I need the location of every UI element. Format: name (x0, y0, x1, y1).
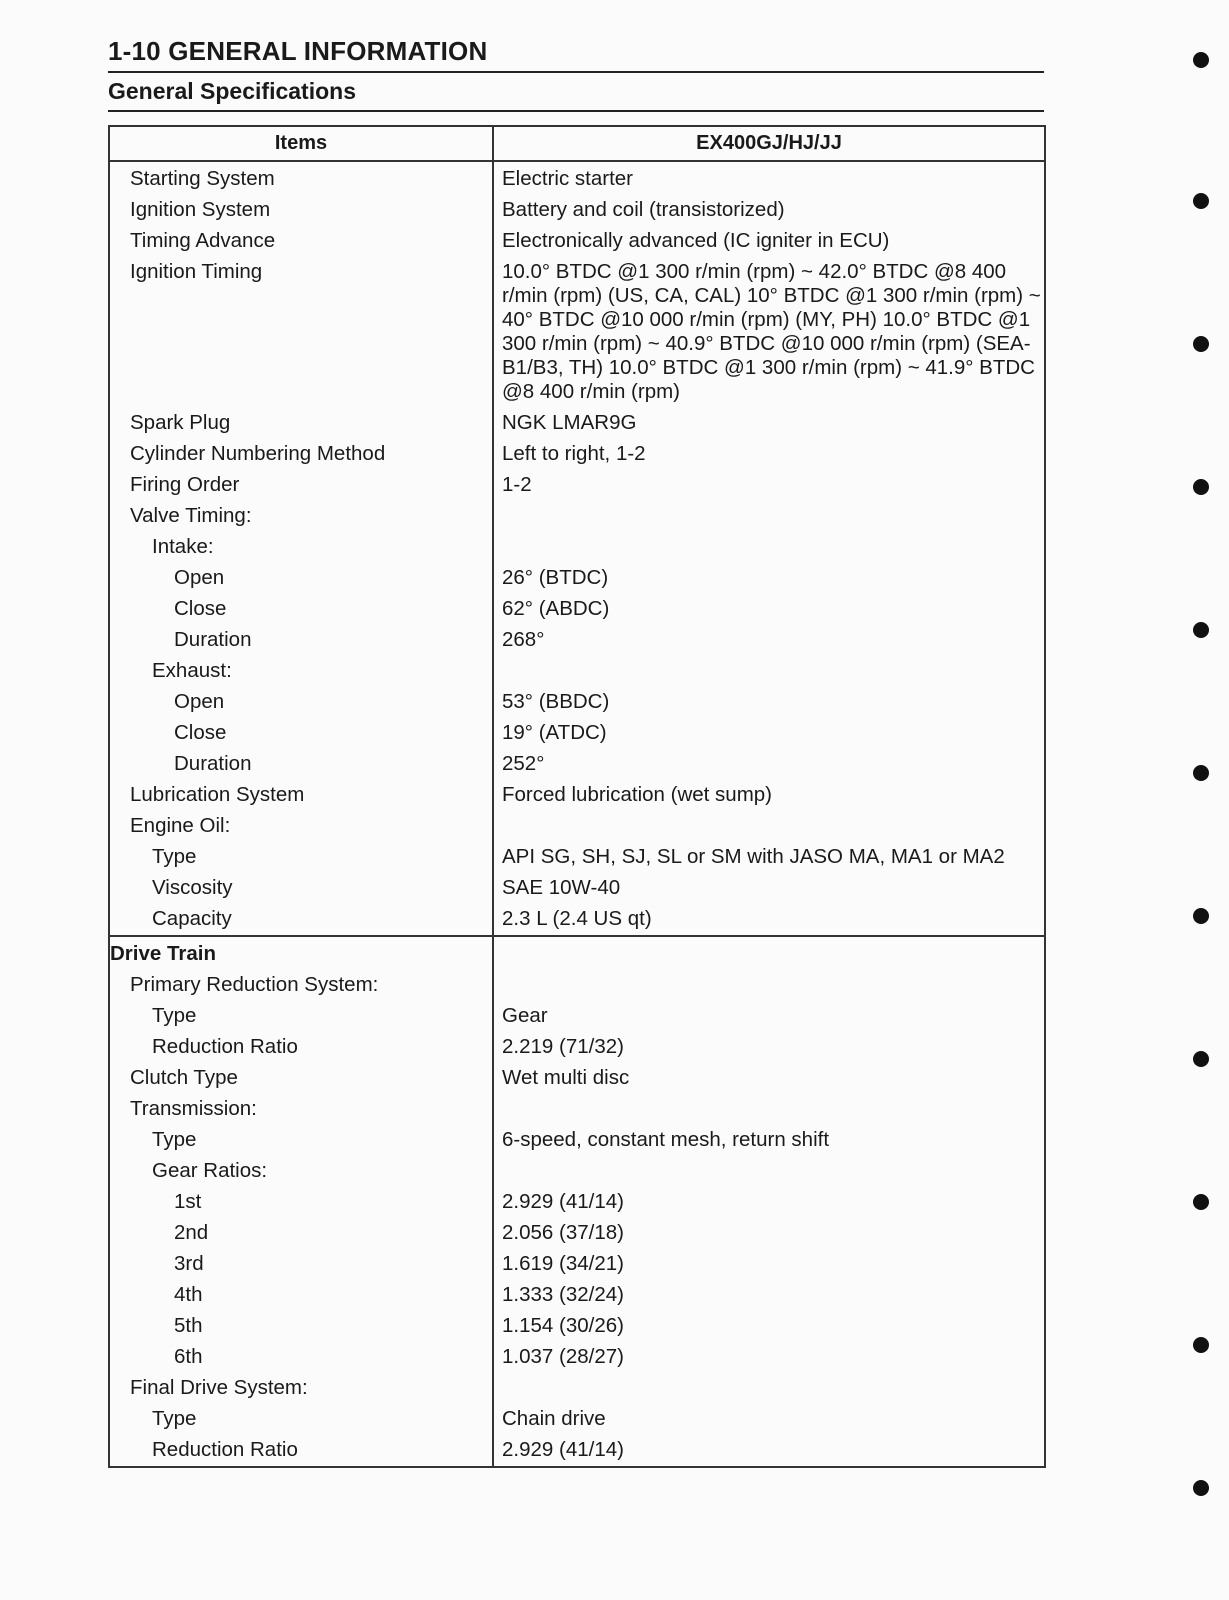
table-header (110, 127, 1044, 162)
spec-item-value (494, 532, 1044, 563)
spec-item-label: Reduction Ratio (152, 1438, 298, 1461)
spec-item-value: Electronically advanced (IC igniter in ECU) (502, 229, 890, 252)
spec-item-label: Duration (174, 752, 252, 775)
section-title: General Specifications (108, 78, 356, 104)
spec-item-label: Close (174, 597, 227, 620)
spec-item-label: Transmission: (130, 1097, 257, 1120)
binder-holes (1193, 0, 1213, 1600)
binder-hole-mark (1193, 622, 1209, 638)
spec-item-label: Starting System (130, 167, 275, 190)
spec-item-label: Type (152, 1128, 197, 1151)
spec-item-value (494, 1373, 1044, 1404)
spec-item-value: Wet multi disc (502, 1066, 630, 1089)
binder-hole-mark (1193, 1194, 1209, 1210)
spec-item-label: 1st (174, 1190, 202, 1213)
engine-items-column (110, 162, 494, 935)
spec-item-label: Firing Order (130, 473, 240, 496)
drive-values-column (494, 937, 1044, 1466)
drive-train-block (110, 937, 1044, 1466)
spec-item-value: 6-speed, constant mesh, return shift (502, 1128, 830, 1151)
spec-item-value: 62° (ABDC) (502, 597, 610, 620)
spec-item-value: 2.056 (37/18) (502, 1221, 624, 1244)
spec-item-label: Exhaust: (152, 659, 232, 682)
binder-hole-mark (1193, 1051, 1209, 1067)
spec-item-label: Type (152, 845, 197, 868)
spec-item-label: Duration (174, 628, 252, 651)
binder-hole-mark (1193, 193, 1209, 209)
spec-item-label: Capacity (152, 907, 232, 930)
spec-item-label: Ignition System (130, 198, 271, 221)
spec-item-value: Gear (502, 1004, 548, 1027)
binder-hole-mark (1193, 1480, 1209, 1496)
spec-item-value: Left to right, 1-2 (502, 442, 646, 465)
spec-item-value (494, 501, 1044, 532)
spec-item-label: Spark Plug (130, 411, 231, 434)
spec-item-label: Open (174, 566, 225, 589)
spec-item-value: 2.3 L (2.4 US qt) (502, 907, 652, 930)
section-rule (108, 110, 1044, 112)
spec-item-value: 1.154 (30/26) (502, 1314, 624, 1337)
spec-item-label: Drive Train (110, 942, 216, 965)
drive-items-column (110, 937, 494, 1466)
spec-item-label: Valve Timing: (130, 504, 252, 527)
column-header-items: Items (110, 127, 494, 160)
spec-item-value: 1-2 (502, 473, 532, 496)
binder-hole-mark (1193, 908, 1209, 924)
spec-item-value: 53° (BBDC) (502, 690, 610, 713)
title-rule (108, 71, 1044, 73)
spec-item-label: 2nd (174, 1221, 209, 1244)
spec-item-value: Electric starter (502, 167, 633, 190)
spec-item-value: NGK LMAR9G (502, 411, 637, 434)
spec-item-value: 26° (BTDC) (502, 566, 609, 589)
spec-item-label: Open (174, 690, 225, 713)
spec-item-label: Cylinder Numbering Method (130, 442, 386, 465)
spec-item-value (494, 970, 1044, 1001)
spec-item-value (494, 939, 1044, 970)
spec-item-label: Viscosity (152, 876, 233, 899)
spec-item-label: Engine Oil: (130, 814, 231, 837)
spec-item-label: Type (152, 1004, 197, 1027)
binder-hole-mark (1193, 52, 1209, 68)
binder-hole-mark (1193, 765, 1209, 781)
spec-table (108, 125, 1046, 1468)
page-title: 1-10 GENERAL INFORMATION (108, 36, 488, 66)
spec-item-label: Clutch Type (130, 1066, 238, 1089)
spec-item-value: Chain drive (502, 1407, 606, 1430)
spec-item-value (494, 1094, 1044, 1125)
spec-item-label: Reduction Ratio (152, 1035, 298, 1058)
spec-item-value: 252° (502, 752, 545, 775)
spec-item-value: 1.037 (28/27) (502, 1345, 624, 1368)
spec-item-value: SAE 10W-40 (502, 876, 621, 899)
spec-item-value: 2.929 (41/14) (502, 1438, 624, 1461)
spec-item-label: Final Drive System: (130, 1376, 308, 1399)
spec-item-value: 10.0° BTDC @1 300 r/min (rpm) ~ 42.0° BTDC @8 400 r/min (rpm) (US, CA, CAL) 10° BTDC @1 300 r/min (rpm) ~ 40° BTDC @10 000 r/min (rpm) (MY, PH) 10.0° BTDC @1 300 r/min (rpm) ~ 40.9° BTDC @10 000 r/min (rpm) (SEA-B1/B3, TH) 10.0° BTDC @1 300 r/min (rpm) ~ 41.9° BTDC @8 400 r/min (rpm) (502, 260, 1041, 403)
binder-hole-mark (1193, 1337, 1209, 1353)
spec-item-value: 1.619 (34/21) (502, 1252, 624, 1275)
spec-item-label: Gear Ratios: (152, 1159, 268, 1182)
spec-item-label: 3rd (174, 1252, 204, 1275)
spec-item-label: Primary Reduction System: (130, 973, 379, 996)
spec-item-value: 268° (502, 628, 545, 651)
engine-values-column (494, 162, 1044, 935)
engine-block (110, 162, 1044, 937)
spec-item-label: Close (174, 721, 227, 744)
spec-item-value: API SG, SH, SJ, SL or SM with JASO MA, MA1 or MA2 (502, 845, 1005, 868)
spec-item-value: 2.929 (41/14) (502, 1190, 624, 1213)
spec-item-value: 2.219 (71/32) (502, 1035, 624, 1058)
spec-item-label: Ignition Timing (130, 260, 263, 283)
spec-item-value: 19° (ATDC) (502, 721, 607, 744)
spec-item-value: Battery and coil (transistorized) (502, 198, 785, 221)
spec-item-label: Timing Advance (130, 229, 276, 252)
spec-item-label: Lubrication System (130, 783, 305, 806)
spec-item-value (494, 811, 1044, 842)
spec-item-value: Forced lubrication (wet sump) (502, 783, 773, 806)
spec-item-value (494, 1156, 1044, 1187)
binder-hole-mark (1193, 336, 1209, 352)
spec-item-label: 6th (174, 1345, 203, 1368)
column-header-model: EX400GJ/HJ/JJ (696, 132, 842, 154)
spec-item-value: 1.333 (32/24) (502, 1283, 624, 1306)
spec-item-label: Type (152, 1407, 197, 1430)
spec-item-label: 4th (174, 1283, 203, 1306)
spec-item-value (494, 656, 1044, 687)
spec-item-label: Intake: (152, 535, 214, 558)
spec-item-label: 5th (174, 1314, 203, 1337)
binder-hole-mark (1193, 479, 1209, 495)
